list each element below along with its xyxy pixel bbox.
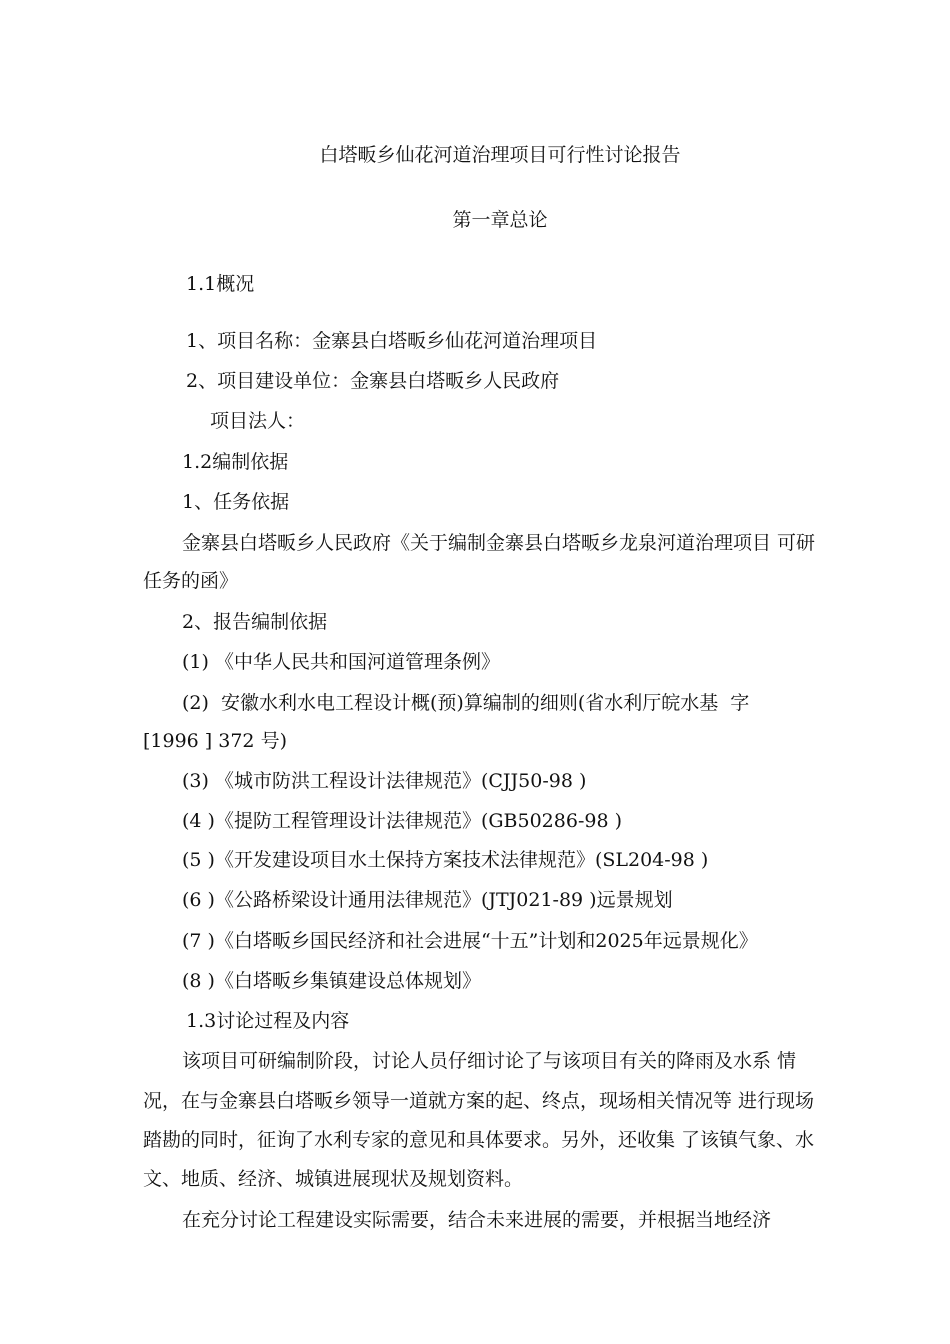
reference-item: (2) 安徽水利水电工程设计概(预)算编制的细则(省水利厅皖水基 字 xyxy=(182,692,750,714)
reference-item: (6 )《公路桥梁设计通用法律规范》(JTJ021-89 )远景规划 xyxy=(182,889,673,911)
paragraph-line: 况，在与金寨县白塔畈乡领导一道就方案的起、终点，现场相关情况等 进行现场 xyxy=(143,1090,815,1112)
paragraph-line: 任务的函》 xyxy=(143,570,239,592)
paragraph-line: 1、任务依据 xyxy=(182,491,290,513)
paragraph-line: 2、项目建设单位：金寨县白塔畈乡人民政府 xyxy=(186,370,560,392)
section-heading: 1.3讨论过程及内容 xyxy=(186,1010,350,1032)
paragraph-line: 金寨县白塔畈乡人民政府《关于编制金寨县白塔畈乡龙泉河道治理项目 可研 xyxy=(182,532,816,554)
reference-item: (7 )《白塔畈乡国民经济和社会进展“十五”计划和2025年远景规化》 xyxy=(182,930,758,952)
chapter-heading: 第一章总论 xyxy=(452,209,548,231)
reference-item: (3) 《城市防洪工程设计法律规范》(CJJ50-98 ) xyxy=(182,770,587,792)
document-title: 白塔畈乡仙花河道治理项目可行性讨论报告 xyxy=(319,144,681,166)
reference-item: (5 )《开发建设项目水土保持方案技术法律规范》(SL204-98 ) xyxy=(182,849,709,871)
paragraph-line: 在充分讨论工程建设实际需要，结合未来进展的需要，并根据当地经济 xyxy=(182,1209,772,1231)
paragraph-line: 1、项目名称：金寨县白塔畈乡仙花河道治理项目 xyxy=(186,330,598,352)
reference-item: (8 )《白塔畈乡集镇建设总体规划》 xyxy=(182,970,481,992)
section-heading: 1.1概况 xyxy=(186,273,255,295)
reference-item: (4 )《提防工程管理设计法律规范》(GB50286-98 ) xyxy=(182,810,622,832)
reference-item: [1996 ] 372 号) xyxy=(143,730,287,752)
section-heading: 1.2编制依据 xyxy=(182,451,289,473)
paragraph-line: 文、地质、经济、城镇进展现状及规划资料。 xyxy=(143,1168,524,1190)
paragraph-line: 2、报告编制依据 xyxy=(182,611,328,633)
paragraph-line: 踏勘的同时，征询了水利专家的意见和具体要求。另外，还收集 了该镇气象、水 xyxy=(143,1129,815,1151)
paragraph-line: 项目法人： xyxy=(210,410,306,432)
reference-item: (1) 《中华人民共和国河道管理条例》 xyxy=(182,651,500,673)
paragraph-line: 该项目可研编制阶段，讨论人员仔细讨论了与该项目有关的降雨及水系 情 xyxy=(182,1050,797,1072)
